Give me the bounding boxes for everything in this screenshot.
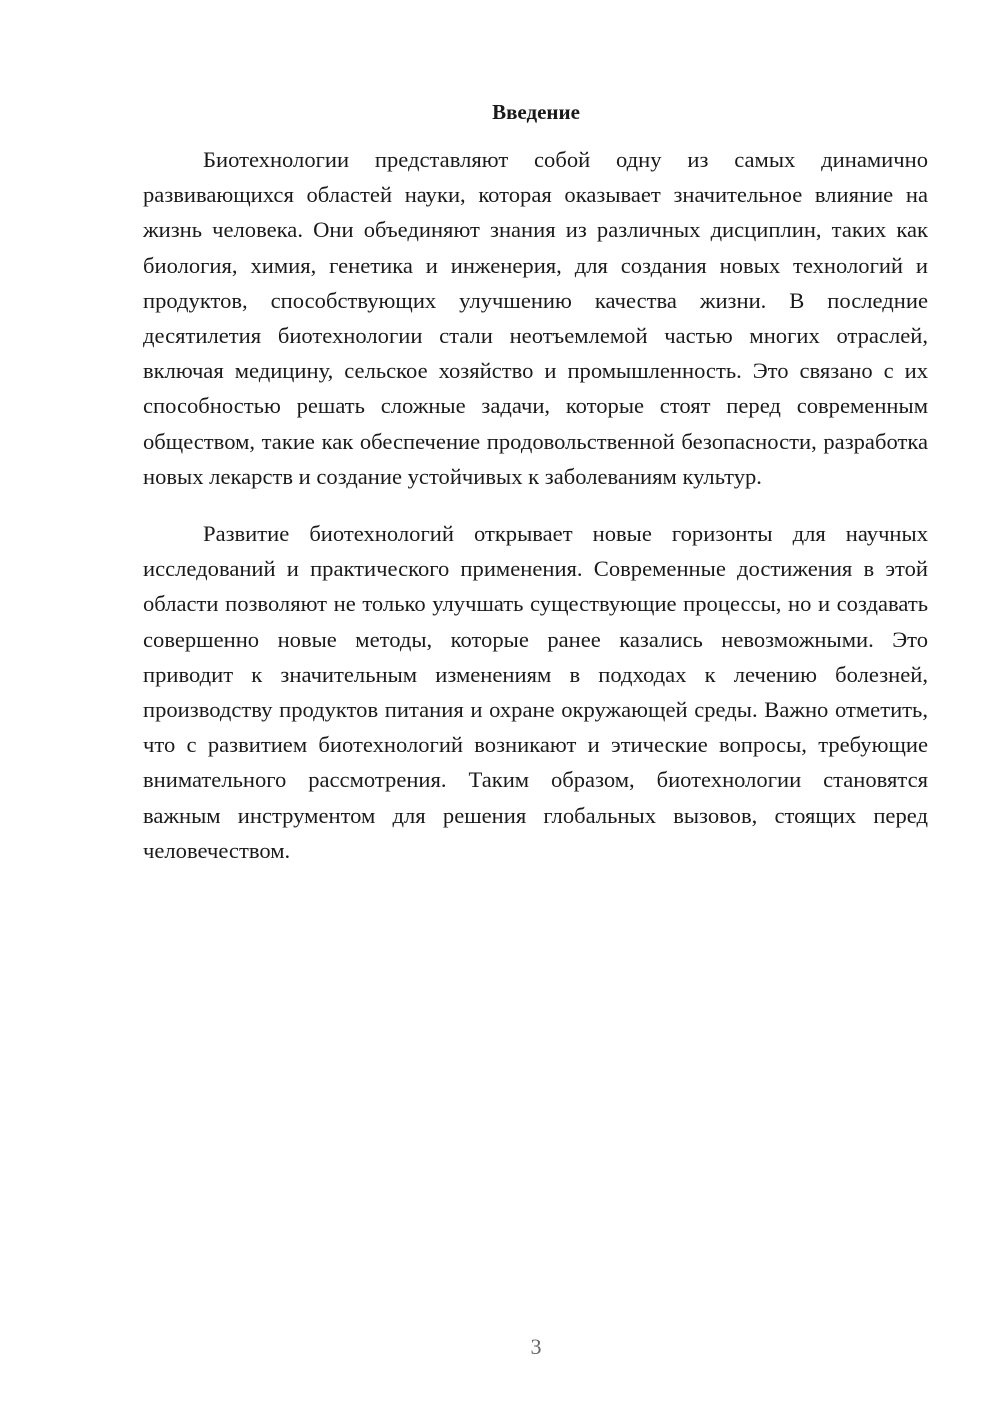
body-text [143,142,928,868]
paragraph-2: Развитие биотехнологий открывает новые горизонты для научных исследований и практического применения. Современные достижения в этой области позволяют не только улучшать существующие процессы, но и создавать совершенно новые методы, которые ранее казались невозможными. Это приводит к значительным изменениям в подходах к лечению болезней, производству продуктов питания и охране окружающей среды. Важно отметить, что с развитием биотехнологий возникают и этические вопросы, требующие внимательного рассмотрения. Таким образом, биотехнологии становятся важным инструментом для решения глобальных вызовов, стоящих перед человечеством. [143,521,928,863]
section-heading: Введение [492,100,580,124]
paragraph-1: Биотехнологии представляют собой одну из самых динамично развивающихся областей науки, которая оказывает значительное влияние на жизнь человека. Они объединяют знания из различных дисциплин, таких как биология, химия, генетика и инженерия, для создания новых технологий и продуктов, способствующих улучшению качества жизни. В последние десятилетия биотехнологии стали неотъемлемой частью многих отраслей, включая медицину, сельское хозяйство и промышленность. Это связано с их способностью решать сложные задачи, которые стоят перед современным обществом, такие как обеспечение продовольственной безопасности, разработка новых лекарств и создание устойчивых к заболеваниям культур. [143,147,928,489]
page-number: 3 [530,1334,542,1359]
